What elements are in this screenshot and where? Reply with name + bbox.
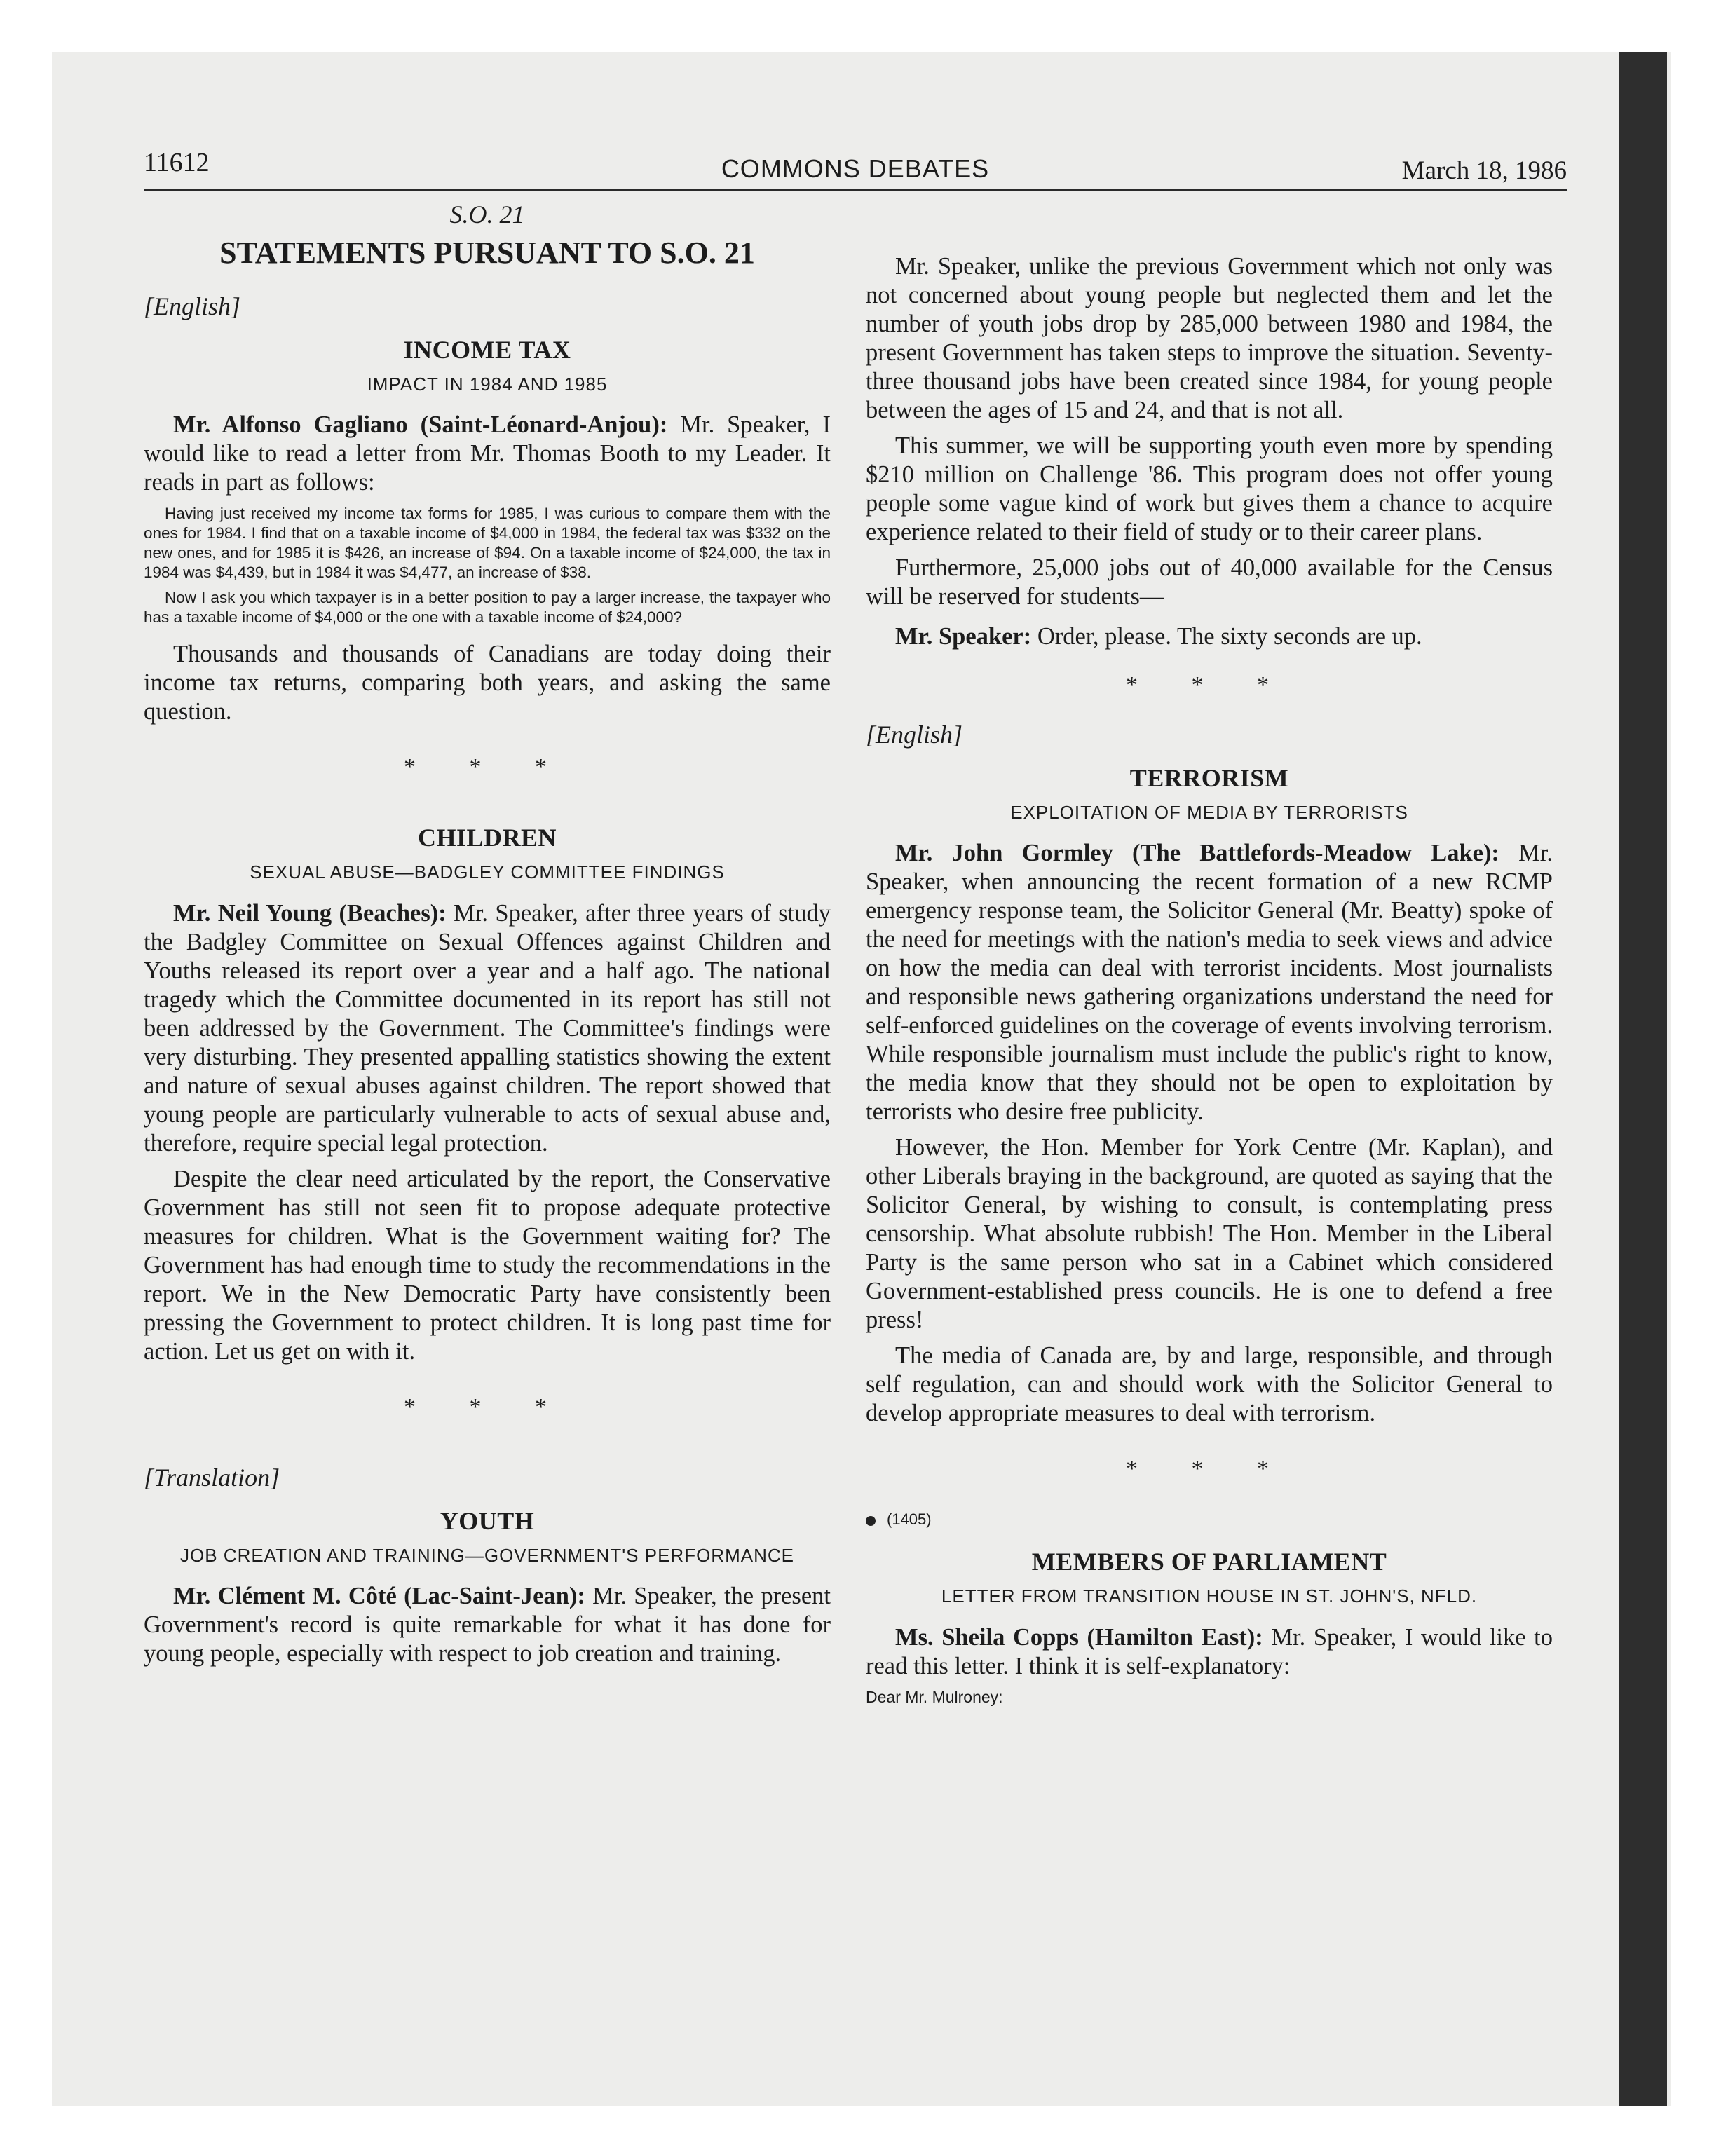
section-subheading: EXPLOITATION OF MEDIA BY TERRORISTS bbox=[1010, 802, 1408, 823]
speaker-name: Mr. Clément M. Côté (Lac-Saint-Jean): bbox=[173, 1583, 585, 1610]
language-marker: [English] bbox=[866, 721, 963, 749]
paragraph-text: However, the Hon. Member for York Centre (Mr. Kaplan), and other Liberals braying in the background, are quoted as saying that the Solicitor General, by wishing to consult, is contemplating press censorship. What absolute rubbish! The Hon. Member in the Liberal Party is the same person who sat in a Cabinet which considered Government-established press councils. He is one to defend a free press! bbox=[866, 1134, 1553, 1334]
paragraph-text: Order, please. The sixty seconds are up. bbox=[1031, 623, 1422, 650]
section-separator: * * * bbox=[1126, 1456, 1293, 1482]
statement-paragraph bbox=[144, 1582, 831, 1668]
language-marker: [Translation] bbox=[144, 1463, 280, 1492]
section-subheading: LETTER FROM TRANSITION HOUSE IN ST. JOHN'S, NFLD. bbox=[941, 1585, 1478, 1607]
letter-salutation: Dear Mr. Mulroney: bbox=[866, 1687, 1003, 1706]
section-heading-members-of-parliament: MEMBERS OF PARLIAMENT bbox=[1031, 1548, 1387, 1576]
language-marker: [English] bbox=[144, 292, 241, 320]
paragraph-text: Furthermore, 25,000 jobs out of 40,000 available for the Census will be reserved for students— bbox=[866, 554, 1553, 610]
so-marker: S.O. 21 bbox=[449, 200, 525, 228]
main-heading: STATEMENTS PURSUANT TO S.O. 21 bbox=[219, 236, 755, 270]
bullet-icon bbox=[866, 1516, 876, 1526]
paragraph-text: Mr. Speaker, unlike the previous Government which not only was not concerned about young people but neglected them and let the number of youth jobs drop by 285,000 between 1980 and 1984, the present Government has taken steps to improve the situation. Seventy-three thousand jobs have been created since 1984, for young people between the ages of 15 and 24, and that is not all. bbox=[866, 253, 1553, 423]
section-subheading: JOB CREATION AND TRAINING—GOVERNMENT'S PERFORMANCE bbox=[180, 1544, 794, 1566]
paragraph-text: Thousands and thousands of Canadians are today doing their income tax returns, comparing both years, and asking the same question. bbox=[144, 641, 831, 725]
journal-title: COMMONS DEBATES bbox=[721, 154, 990, 183]
letter-quote: Having just received my income tax forms for 1985, I was curious to compare them with the ones for 1984. I find that on a taxable income of $4,000 in 1984, the federal tax was $332 on the new ones, and for 1985 it is $426, an increase of $94. On a taxable income of $24,000, the tax in 1984 was $4,439, but in 1984 it was $4,477, an increase of $38. bbox=[144, 505, 831, 582]
section-heading-children: CHILDREN bbox=[417, 824, 557, 852]
statement-paragraph bbox=[144, 899, 831, 1158]
paragraph-text: Mr. Speaker, I would like to read a letter from Mr. Thomas Booth to my Leader. It reads in part as follows: bbox=[144, 411, 831, 496]
paragraph-text: Mr. Speaker, the present Government's record is quite remarkable for what it has done for young people, especially with respect to job creation and training. bbox=[144, 1583, 831, 1667]
page-number: 11612 bbox=[144, 148, 210, 177]
speaker-name: Ms. Sheila Copps (Hamilton East): bbox=[895, 1623, 1263, 1651]
paragraph-text: This summer, we will be supporting youth even more by spending $210 million on Challenge '86. This program does not offer young people some vague kind of work but gives them a chance to acquire experience related to their field of study or to their career plans. bbox=[866, 432, 1553, 545]
scan-dark-edge bbox=[1619, 52, 1667, 2106]
right-column bbox=[866, 252, 1553, 1707]
paragraph-text: Mr. Speaker, I would like to read this letter. I think it is self-explanatory: bbox=[866, 1623, 1553, 1679]
time-marker bbox=[866, 1510, 1553, 1529]
statement-paragraph bbox=[866, 622, 1553, 651]
section-separator: * * * bbox=[1126, 672, 1293, 698]
letter-quote: Now I ask you which taxpayer is in a better position to pay a larger increase, the taxpayer who has a taxable income of $4,000 or the one with a taxable income of $24,000? bbox=[144, 589, 831, 627]
section-subheading: SEXUAL ABUSE—BADGLEY COMMITTEE FINDINGS bbox=[250, 861, 725, 883]
section-heading-youth: YOUTH bbox=[440, 1506, 535, 1535]
paragraph-text: Despite the clear need articulated by the report, the Conservative Government has still not seen fit to propose adequate protective measures for children. What is the Government waiting for? The Government has had enough time to study the recommendations in the report. We in the New Democratic Party have consistently been pressing the Government to protect children. It is long past time for action. Let us get on with it. bbox=[144, 1165, 831, 1365]
page-header bbox=[144, 147, 1567, 191]
section-separator: * * * bbox=[404, 1393, 571, 1420]
left-column bbox=[144, 200, 831, 1675]
statement-paragraph bbox=[866, 839, 1553, 1126]
speaker-name: Mr. John Gormley (The Battlefords-Meadow Lake): bbox=[895, 840, 1499, 867]
paragraph-text: Mr. Speaker, when announcing the recent formation of a new RCMP emergency response team, the Solicitor General (Mr. Beatty) spoke of the need for meetings with the nation's media to seek views and advice on how the media can deal with terrorist incidents. Most journalists and responsible news gathering organizations understand the need for self-enforced guidelines on the coverage of events involving terrorism. While responsible journalism must include the public's right to know, the media know that they should not be open to exploitation by terrorists who desire free publicity. bbox=[866, 840, 1553, 1126]
paragraph-text: Mr. Speaker, after three years of study the Badgley Committee on Sexual Offences against Children and Youths released its report over a year and a half ago. The national tragedy which the Committee documented in its report has still not been addressed by the Government. The Committee's findings were very disturbing. They presented appalling statistics showing the extent and nature of sexual abuses against children. The report showed that young people are particularly vulnerable to acts of sexual abuse and, therefore, require special legal protection. bbox=[144, 899, 831, 1157]
time-marker-text: (1405) bbox=[887, 1510, 932, 1529]
issue-date: March 18, 1986 bbox=[1401, 156, 1567, 185]
statement-paragraph bbox=[144, 411, 831, 497]
speaker-name: Mr. Alfonso Gagliano (Saint-Léonard-Anjou): bbox=[173, 411, 668, 439]
statement-paragraph bbox=[866, 1623, 1553, 1681]
speaker-name: Mr. Speaker: bbox=[895, 623, 1032, 650]
section-subheading: IMPACT IN 1984 AND 1985 bbox=[367, 374, 608, 395]
section-heading-income-tax: INCOME TAX bbox=[403, 336, 571, 364]
paragraph-text: The media of Canada are, by and large, responsible, and through self regulation, can and should work with the Solicitor General to develop appropriate measures to deal with terrorism. bbox=[866, 1342, 1553, 1427]
speaker-name: Mr. Neil Young (Beaches): bbox=[173, 899, 447, 927]
section-separator: * * * bbox=[404, 754, 571, 781]
section-heading-terrorism: TERRORISM bbox=[1129, 764, 1289, 792]
